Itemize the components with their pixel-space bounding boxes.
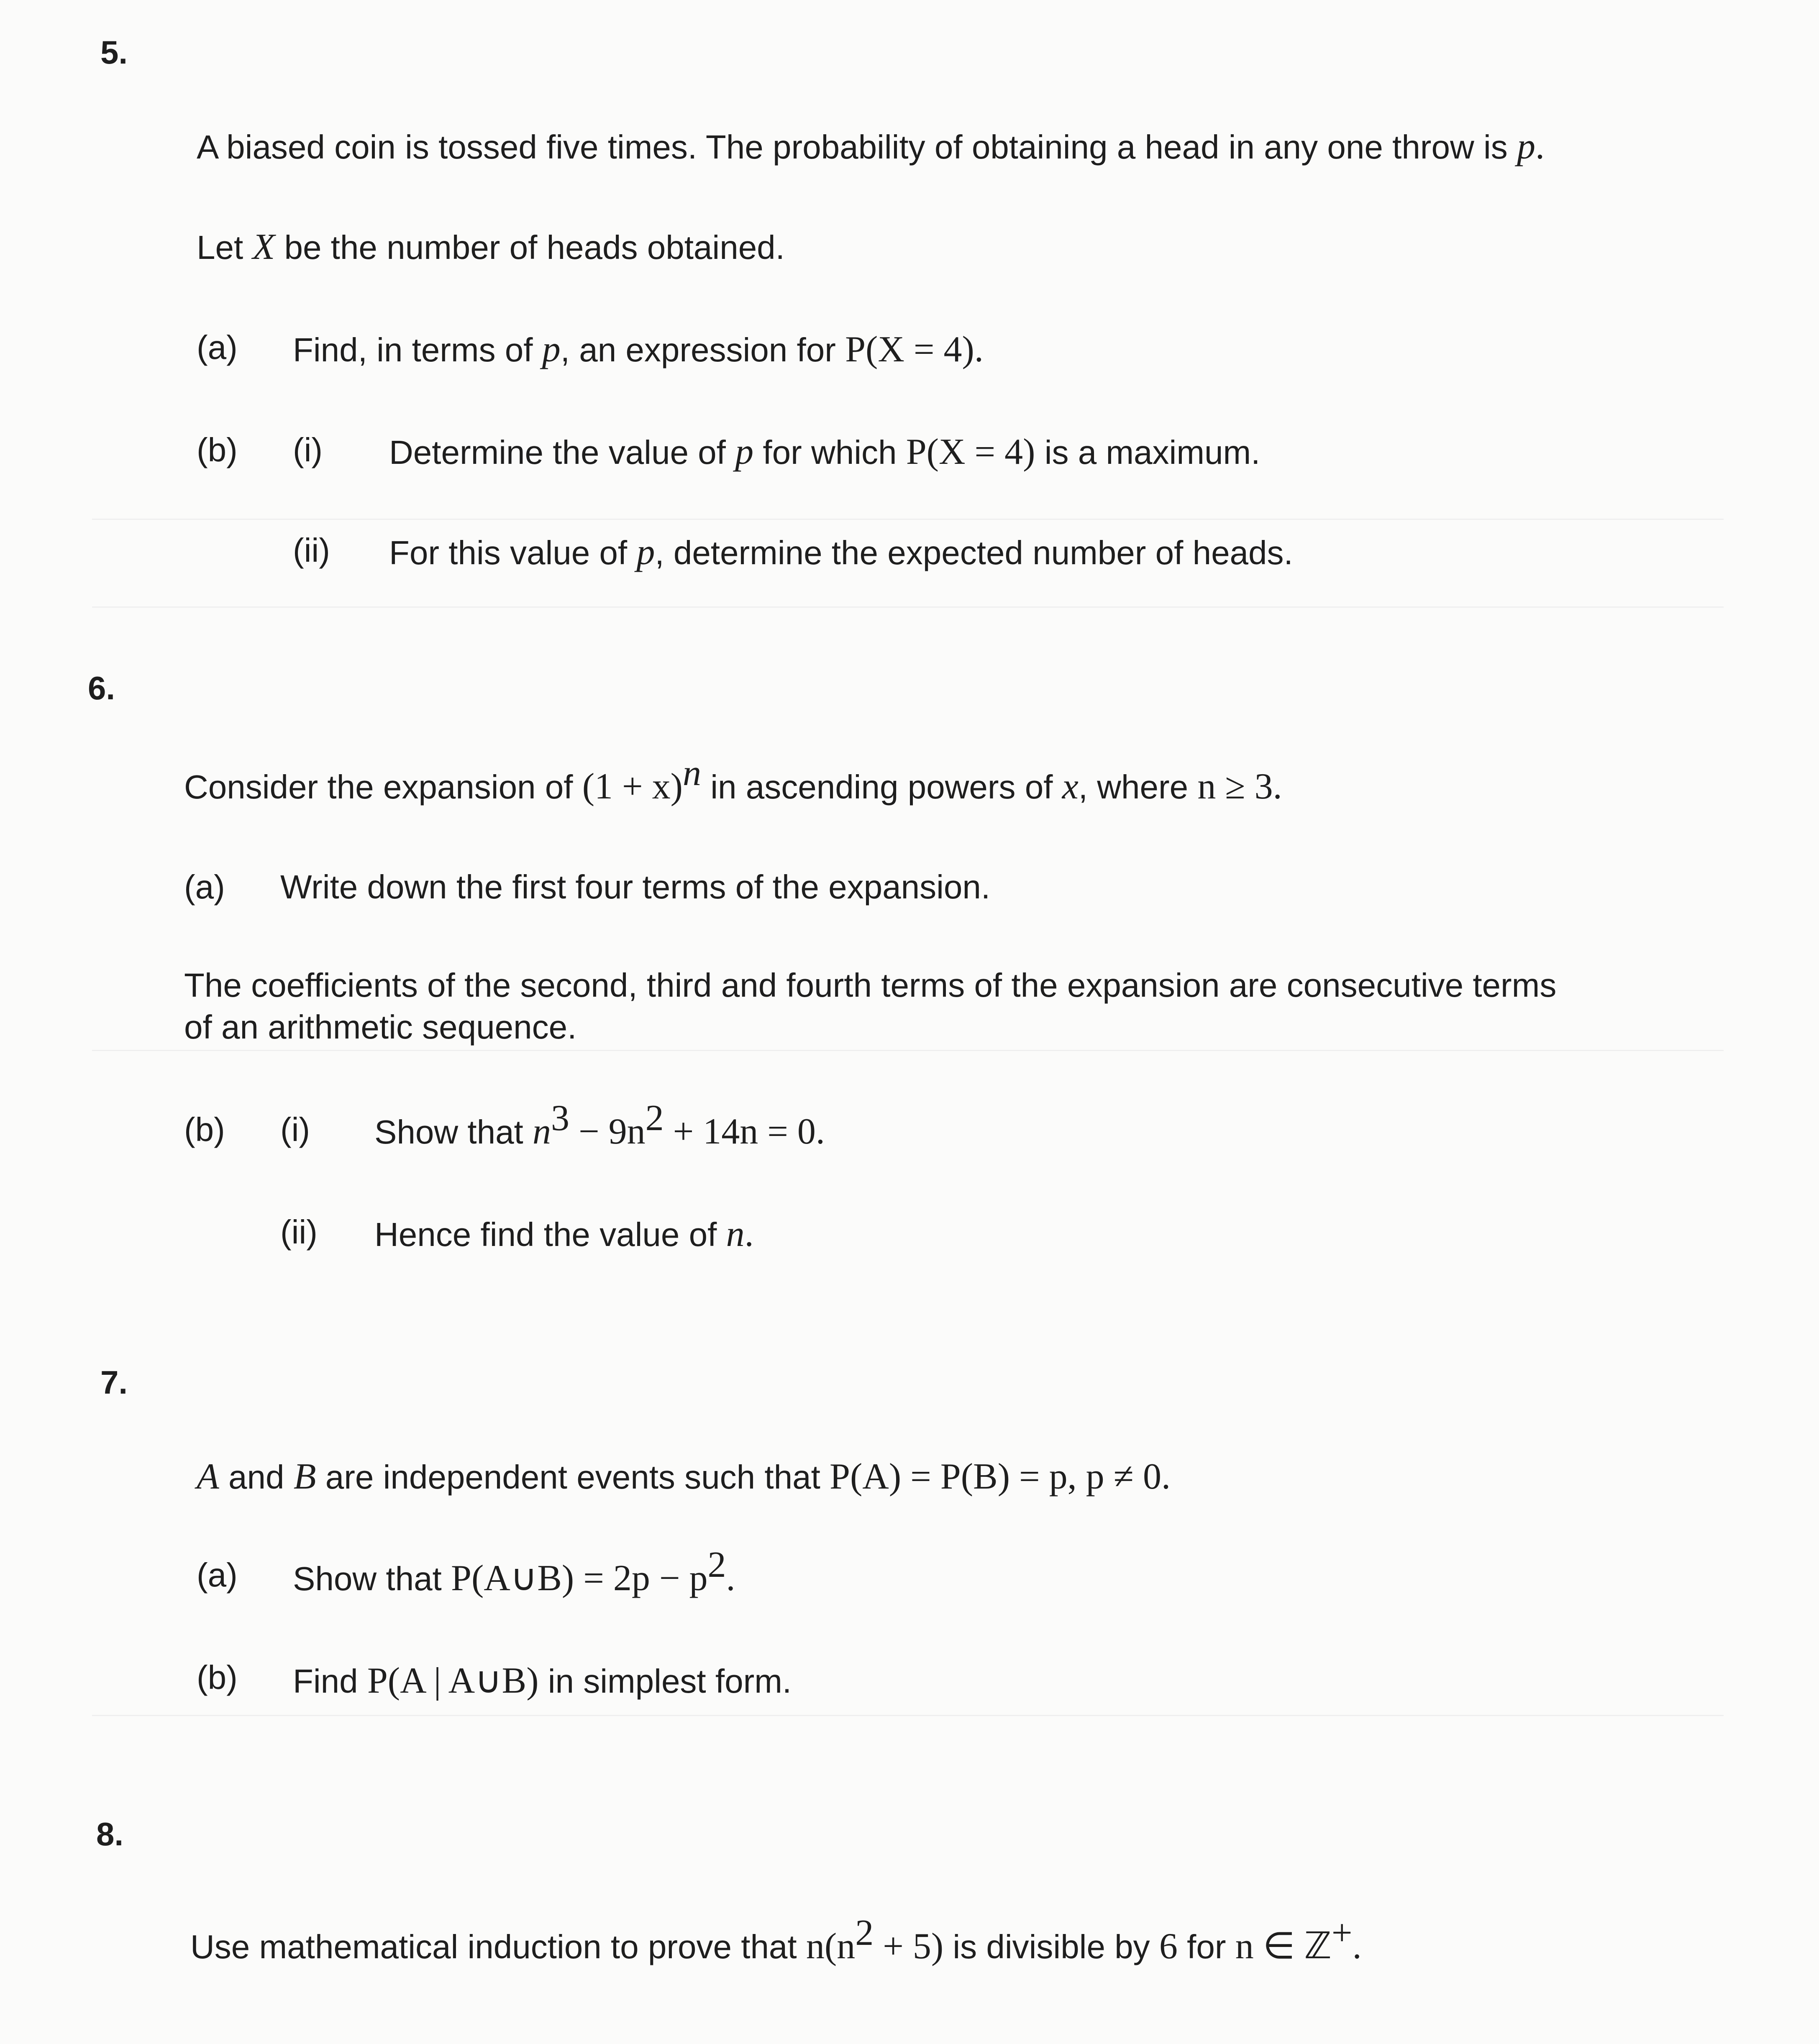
subpart-label: (i)	[293, 431, 323, 468]
part-label: (a)	[184, 868, 225, 906]
q6-part-a: Write down the first four terms of the expansion.	[280, 868, 991, 906]
q6-part-b-i: Show that $n^3 - 9n^2 + 14n = 0$.	[374, 1098, 825, 1152]
q5-define-x: Let X be the number of heads obtained.	[197, 227, 785, 267]
question-number: 8.	[96, 1816, 124, 1852]
q6-part-b-ii: Hence find the value of n.	[374, 1214, 754, 1254]
divider	[92, 519, 1724, 520]
part-label: (b)	[184, 1111, 225, 1148]
q7-part-b: Find P(A | A∪B) in simplest form.	[293, 1660, 792, 1701]
q5-part-a: Find, in terms of p, an expression for P(X = 4).	[293, 329, 984, 370]
part-label: (b)	[197, 431, 238, 468]
q6-intro-line: Consider the expansion of $(1 + x)^n$ in ascending powers of x, where n ≥ 3.	[184, 753, 1282, 807]
q5-intro-line: A biased coin is tossed five times. The probability of obtaining a head in any one throw is p.	[197, 126, 1545, 167]
divider	[92, 1715, 1724, 1716]
part-label: (b)	[197, 1659, 238, 1696]
part-label: (a)	[197, 1556, 238, 1594]
q5-part-b-i: Determine the value of p for which P(X = 4) is a maximum.	[389, 432, 1260, 472]
part-label: (a)	[197, 329, 238, 366]
q7-intro-line: A and B are independent events such that P(A) = P(B) = p, p ≠ 0.	[197, 1456, 1171, 1497]
subpart-label: (i)	[280, 1111, 310, 1148]
question-number: 7.	[100, 1364, 128, 1401]
q8-statement: Use mathematical induction to prove that $n(n^2 + 5)$ is divisible by 6 for n ∈ ℤ+.	[190, 1913, 1362, 1967]
q5-part-b-ii: For this value of p, determine the expected number of heads.	[389, 532, 1293, 573]
question-number: 5.	[100, 34, 128, 71]
q6-paragraph-line2: of an arithmetic sequence.	[184, 1008, 577, 1046]
question-number: 6.	[88, 670, 115, 706]
q7-part-a: Show that P(A∪B) = $2p - p^2$.	[293, 1545, 735, 1599]
divider	[92, 1050, 1724, 1051]
q6-paragraph-line1: The coefficients of the second, third and fourth terms of the expansion are consecutive terms	[184, 967, 1557, 1004]
subpart-label: (ii)	[280, 1213, 318, 1251]
subpart-label: (ii)	[293, 532, 330, 569]
divider	[92, 606, 1724, 608]
